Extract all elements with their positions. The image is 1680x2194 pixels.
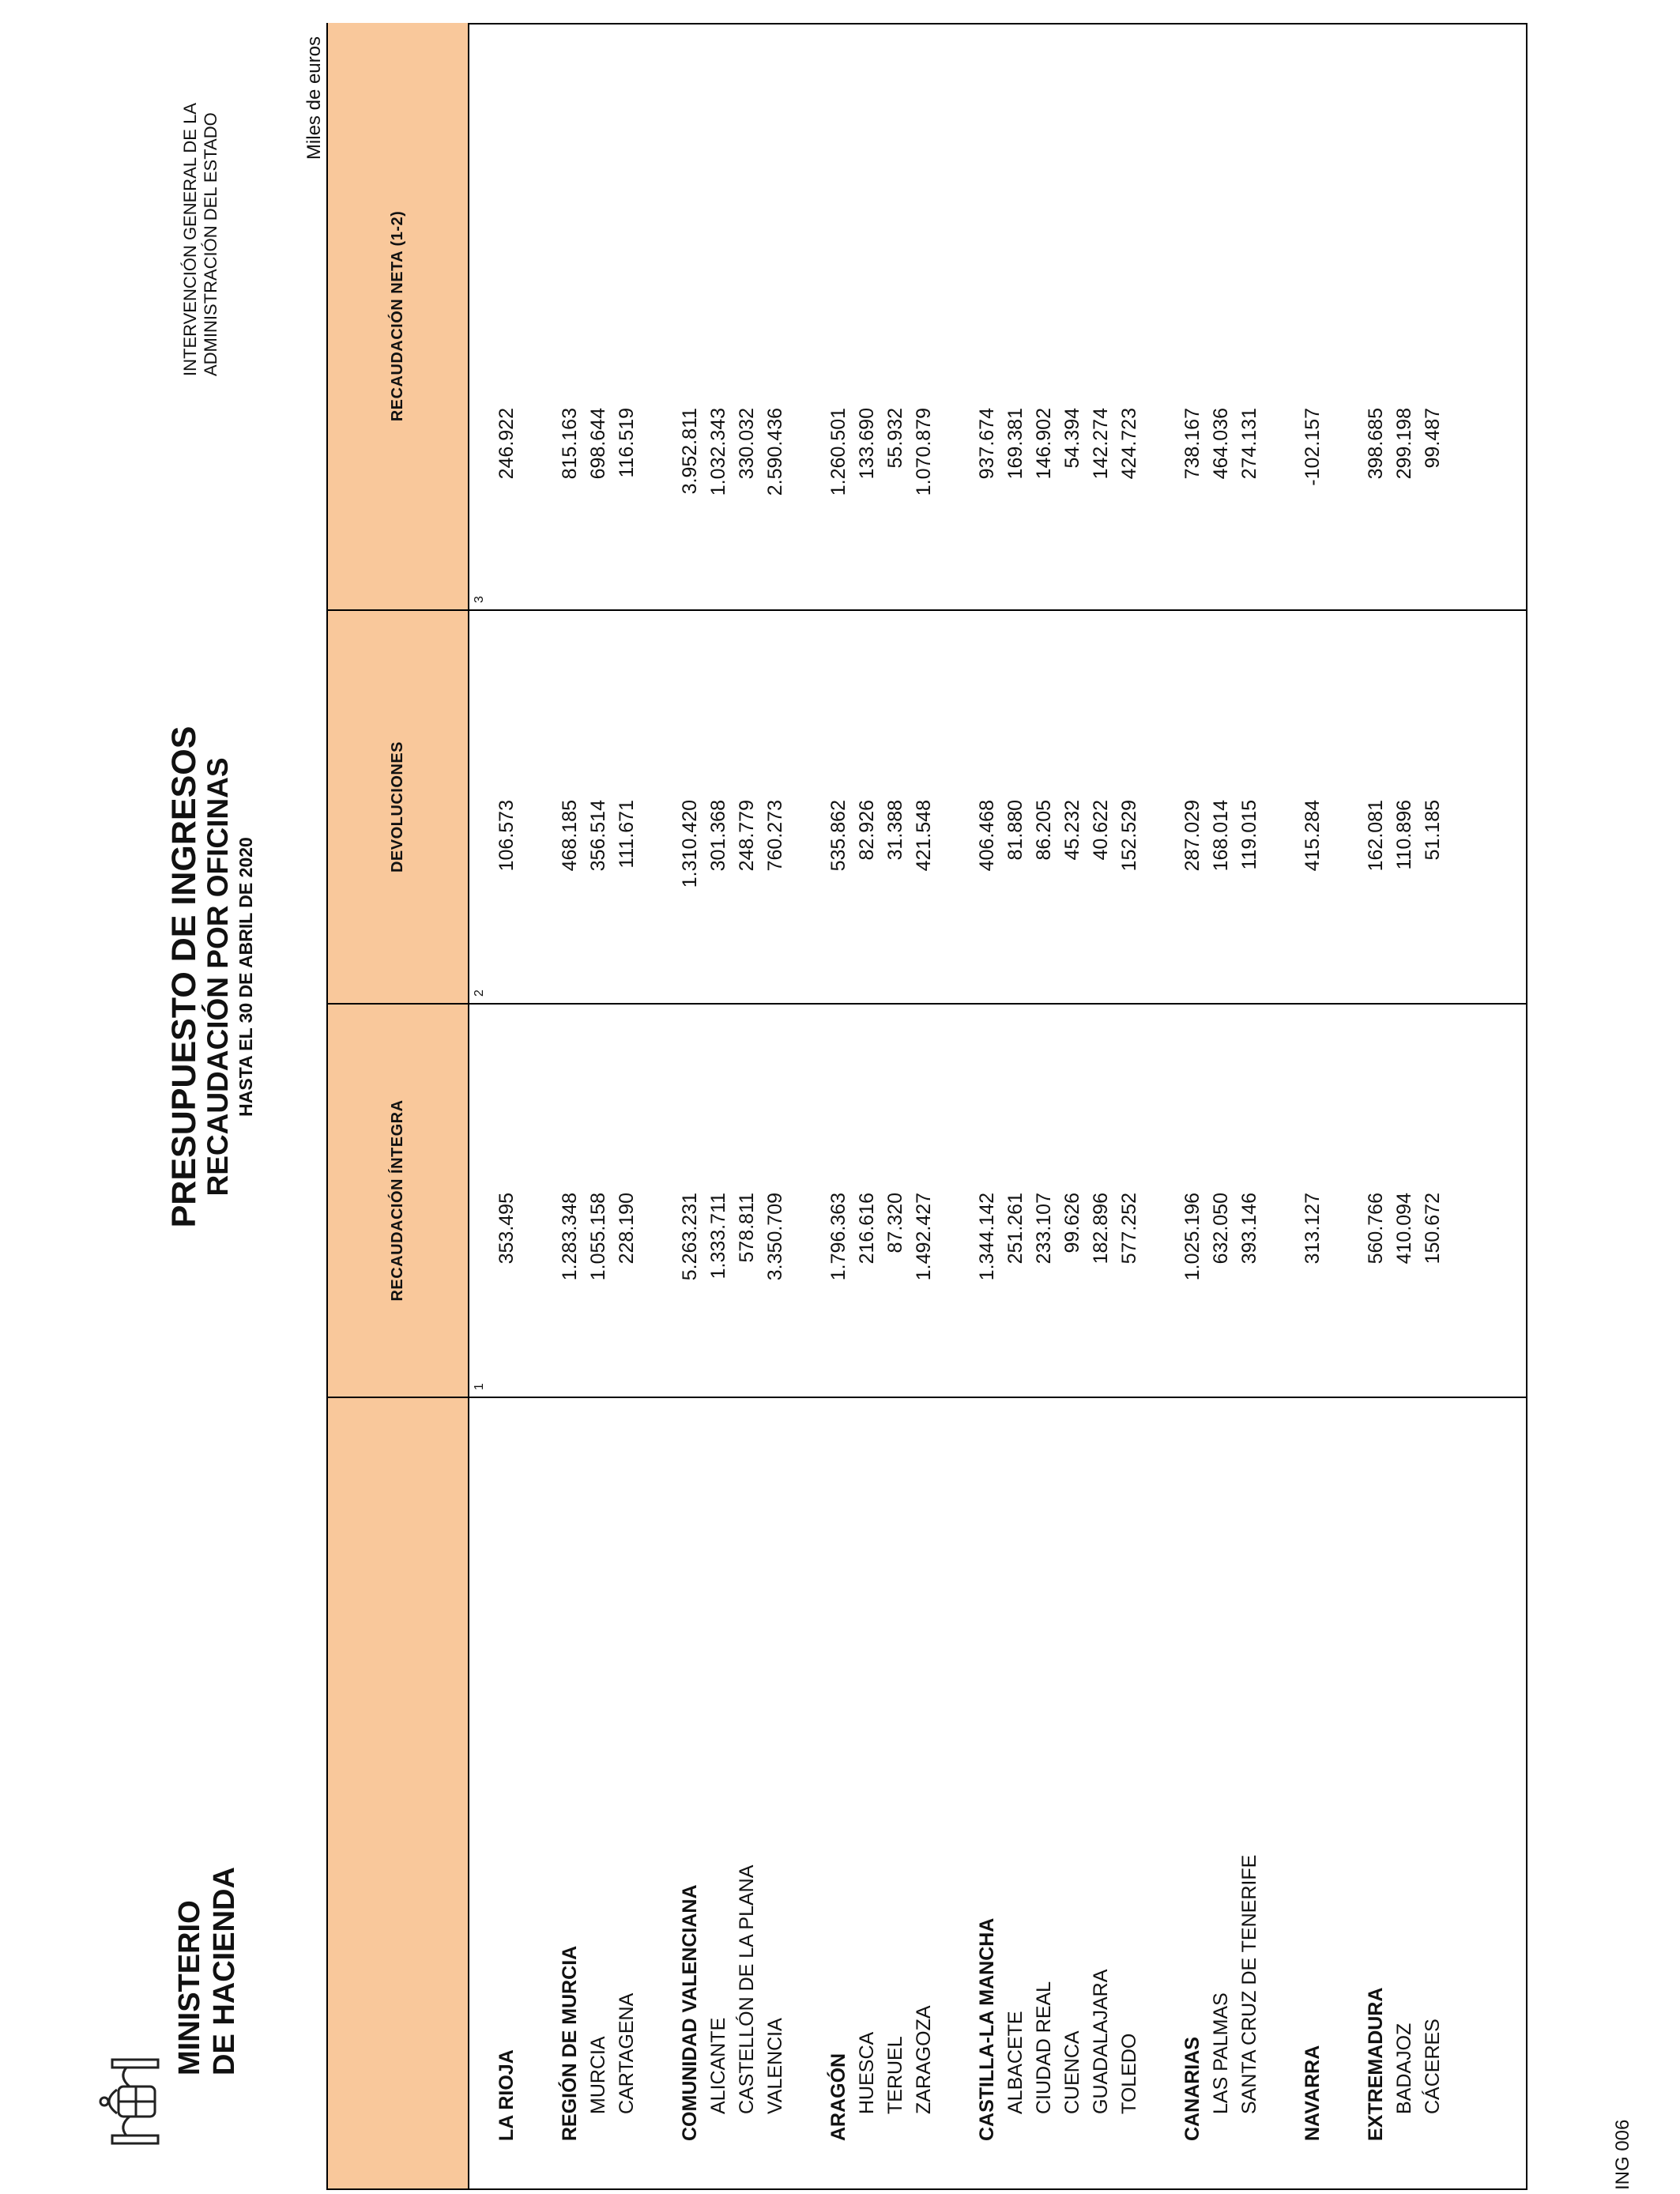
value-devoluciones: 248.779 bbox=[736, 800, 758, 872]
value-devoluciones: 1.310.420 bbox=[679, 800, 701, 888]
value-devoluciones: 406.468 bbox=[976, 800, 998, 872]
value-neta: 424.723 bbox=[1118, 408, 1140, 480]
column-number-3: 3 bbox=[473, 596, 486, 603]
row-name: CUENCA bbox=[1061, 2030, 1083, 2114]
value-neta: 116.519 bbox=[616, 408, 638, 478]
row-name: TOLEDO bbox=[1118, 2033, 1140, 2114]
value-integra: 632.050 bbox=[1210, 1193, 1232, 1265]
table-row bbox=[1298, 25, 1327, 2188]
value-devoluciones: 415.284 bbox=[1301, 800, 1324, 872]
row-name: HUESCA bbox=[856, 2031, 878, 2114]
row-name: SANTA CRUZ DE TENERIFE bbox=[1238, 1854, 1260, 2114]
table-row bbox=[1058, 25, 1087, 2188]
value-integra: 1.283.348 bbox=[559, 1193, 581, 1281]
row-name: LAS PALMAS bbox=[1210, 1992, 1232, 2114]
value-neta: 299.198 bbox=[1393, 408, 1415, 480]
value-integra: 5.263.231 bbox=[679, 1193, 701, 1281]
value-neta: 937.674 bbox=[976, 408, 998, 480]
value-neta: 54.394 bbox=[1061, 408, 1083, 469]
value-devoluciones: 356.514 bbox=[587, 800, 609, 872]
table-row bbox=[1207, 25, 1235, 2188]
value-integra: 1.333.711 bbox=[707, 1193, 729, 1280]
value-neta: 133.690 bbox=[856, 408, 878, 480]
table-row bbox=[584, 25, 612, 2188]
value-devoluciones: 86.205 bbox=[1033, 800, 1055, 861]
value-integra: 228.190 bbox=[616, 1193, 638, 1265]
row-name: CARTAGENA bbox=[616, 1992, 638, 2114]
row-name: COMUNIDAD VALENCIANA bbox=[679, 1884, 701, 2141]
table-row bbox=[1178, 25, 1207, 2188]
value-devoluciones: 31.388 bbox=[884, 800, 906, 861]
table-row bbox=[733, 25, 761, 2188]
table-row bbox=[1362, 25, 1390, 2188]
table-row bbox=[910, 25, 938, 2188]
data-table bbox=[326, 23, 1527, 2190]
value-integra: 3.350.709 bbox=[764, 1193, 786, 1281]
value-devoluciones: 82.926 bbox=[856, 800, 878, 861]
value-integra: 87.320 bbox=[884, 1193, 906, 1253]
value-integra: 233.107 bbox=[1033, 1193, 1055, 1265]
value-integra: 99.626 bbox=[1061, 1193, 1083, 1253]
table-row bbox=[704, 25, 733, 2188]
value-neta: 1.070.879 bbox=[913, 408, 935, 496]
value-devoluciones: 421.548 bbox=[913, 800, 935, 872]
header-col-devoluciones: DEVOLUCIONES bbox=[328, 611, 468, 1003]
row-name: NAVARRA bbox=[1301, 2045, 1324, 2141]
table-row bbox=[761, 25, 789, 2188]
column-number-2: 2 bbox=[473, 990, 486, 997]
row-name: CÁCERES bbox=[1422, 2019, 1444, 2114]
table-row bbox=[1115, 25, 1143, 2188]
unit-label: Miles de euros bbox=[303, 36, 325, 160]
value-devoluciones: 287.029 bbox=[1181, 800, 1203, 872]
table-row bbox=[1390, 25, 1418, 2188]
value-devoluciones: 301.368 bbox=[707, 800, 729, 872]
row-name: ALICANTE bbox=[707, 2017, 729, 2114]
value-integra: 560.766 bbox=[1365, 1193, 1387, 1265]
header-col-neta: RECAUDACIÓN NETA (1-2) bbox=[328, 23, 468, 609]
value-integra: 1.344.142 bbox=[976, 1193, 998, 1281]
value-neta: 274.131 bbox=[1238, 408, 1260, 480]
value-neta: 698.644 bbox=[587, 408, 609, 480]
value-devoluciones: 535.862 bbox=[827, 800, 849, 872]
row-name: CASTELLÓN DE LA PLANA bbox=[736, 1864, 758, 2114]
value-neta: -102.157 bbox=[1301, 408, 1324, 486]
table-row bbox=[556, 25, 584, 2188]
table-row bbox=[881, 25, 910, 2188]
igae-line-2: ADMINISTRACIÓN DEL ESTADO bbox=[201, 112, 220, 376]
value-neta: 3.952.811 bbox=[679, 408, 701, 495]
value-devoluciones: 162.081 bbox=[1365, 800, 1387, 872]
value-devoluciones: 45.232 bbox=[1061, 800, 1083, 861]
value-neta: 1.260.501 bbox=[827, 408, 849, 496]
value-integra: 1.025.196 bbox=[1181, 1193, 1203, 1281]
column-number-1: 1 bbox=[473, 1383, 486, 1390]
ministry-name bbox=[172, 1867, 242, 2075]
table-row bbox=[824, 25, 853, 2188]
row-name: BADAJOZ bbox=[1393, 2022, 1415, 2114]
value-neta: 815.163 bbox=[559, 408, 581, 480]
ministry-line-1: MINISTERIO bbox=[173, 1900, 206, 2075]
row-name: LA RIOJA bbox=[495, 2049, 518, 2141]
row-name: CIUDAD REAL bbox=[1033, 1981, 1055, 2114]
table-row bbox=[1235, 25, 1264, 2188]
table-row bbox=[612, 25, 641, 2188]
ministry-line-2: DE HACIENDA bbox=[208, 1867, 241, 2075]
value-integra: 1.492.427 bbox=[913, 1193, 935, 1281]
value-integra: 393.146 bbox=[1238, 1193, 1260, 1265]
value-devoluciones: 81.880 bbox=[1004, 800, 1026, 861]
value-integra: 150.672 bbox=[1422, 1193, 1444, 1265]
value-devoluciones: 119.015 bbox=[1238, 800, 1260, 870]
value-integra: 578.811 bbox=[736, 1193, 758, 1263]
document-code: ING 006 bbox=[1612, 2119, 1633, 2190]
value-integra: 1.796.363 bbox=[827, 1193, 849, 1281]
value-neta: 2.590.436 bbox=[764, 408, 786, 496]
value-neta: 146.902 bbox=[1033, 408, 1055, 480]
table-row bbox=[492, 25, 521, 2188]
report-subtitle: RECAUDACIÓN POR OFICINAS bbox=[202, 757, 234, 1197]
report-title: PRESUPUESTO DE INGRESOS bbox=[165, 726, 203, 1228]
value-devoluciones: 152.529 bbox=[1118, 800, 1140, 872]
value-integra: 251.261 bbox=[1004, 1193, 1026, 1265]
row-name: CANARIAS bbox=[1181, 2037, 1203, 2141]
row-name: ZARAGOZA bbox=[913, 2005, 935, 2114]
row-name: ALBACETE bbox=[1004, 2011, 1026, 2114]
value-integra: 216.616 bbox=[856, 1193, 878, 1265]
value-devoluciones: 110.896 bbox=[1393, 800, 1415, 870]
table-row bbox=[676, 25, 704, 2188]
table-row bbox=[973, 25, 1001, 2188]
value-devoluciones: 468.185 bbox=[559, 800, 581, 872]
report-heading bbox=[166, 613, 258, 1340]
igae-name bbox=[180, 103, 221, 376]
row-name: GUADALAJARA bbox=[1090, 1969, 1112, 2114]
value-neta: 738.167 bbox=[1181, 408, 1203, 480]
value-integra: 577.252 bbox=[1118, 1193, 1140, 1265]
header-name-cell bbox=[328, 1398, 468, 2188]
row-name: ARAGÓN bbox=[827, 2053, 849, 2141]
coat-of-arms-icon bbox=[95, 2049, 168, 2154]
value-integra: 313.127 bbox=[1301, 1193, 1324, 1265]
value-neta: 169.381 bbox=[1004, 408, 1026, 480]
table-row bbox=[1030, 25, 1058, 2188]
row-name: REGIÓN DE MURCIA bbox=[559, 1945, 581, 2141]
value-neta: 330.032 bbox=[736, 408, 758, 480]
igae-line-1: INTERVENCIÓN GENERAL DE LA bbox=[180, 103, 200, 376]
value-neta: 464.036 bbox=[1210, 408, 1232, 480]
value-devoluciones: 106.573 bbox=[495, 800, 518, 872]
row-name: MURCIA bbox=[587, 2036, 609, 2114]
value-integra: 410.094 bbox=[1393, 1193, 1415, 1265]
table-row bbox=[1087, 25, 1115, 2188]
value-devoluciones: 760.273 bbox=[764, 800, 786, 872]
value-integra: 353.495 bbox=[495, 1193, 518, 1265]
row-name: VALENCIA bbox=[764, 2018, 786, 2114]
value-neta: 99.487 bbox=[1422, 408, 1444, 469]
report-date: HASTA EL 30 DE ABRIL DE 2020 bbox=[235, 837, 256, 1117]
value-devoluciones: 51.185 bbox=[1422, 800, 1444, 861]
row-name: TERUEL bbox=[884, 2036, 906, 2114]
value-neta: 398.685 bbox=[1365, 408, 1387, 480]
table-row bbox=[1418, 25, 1447, 2188]
value-devoluciones: 168.014 bbox=[1210, 800, 1232, 872]
value-neta: 246.922 bbox=[495, 408, 518, 480]
row-name: EXTREMADURA bbox=[1365, 1987, 1387, 2141]
value-devoluciones: 40.622 bbox=[1090, 800, 1112, 861]
value-neta: 142.274 bbox=[1090, 408, 1112, 480]
table-header bbox=[328, 25, 469, 2188]
table-row bbox=[853, 25, 881, 2188]
value-neta: 55.932 bbox=[884, 408, 906, 469]
value-neta: 1.032.343 bbox=[707, 408, 729, 496]
row-name: CASTILLA-LA MANCHA bbox=[976, 1917, 998, 2141]
value-devoluciones: 111.671 bbox=[616, 800, 638, 869]
header-col-integra: RECAUDACIÓN ÍNTEGRA bbox=[328, 1005, 468, 1397]
table-row bbox=[1001, 25, 1030, 2188]
value-integra: 182.896 bbox=[1090, 1193, 1112, 1265]
value-integra: 1.055.158 bbox=[587, 1193, 609, 1281]
